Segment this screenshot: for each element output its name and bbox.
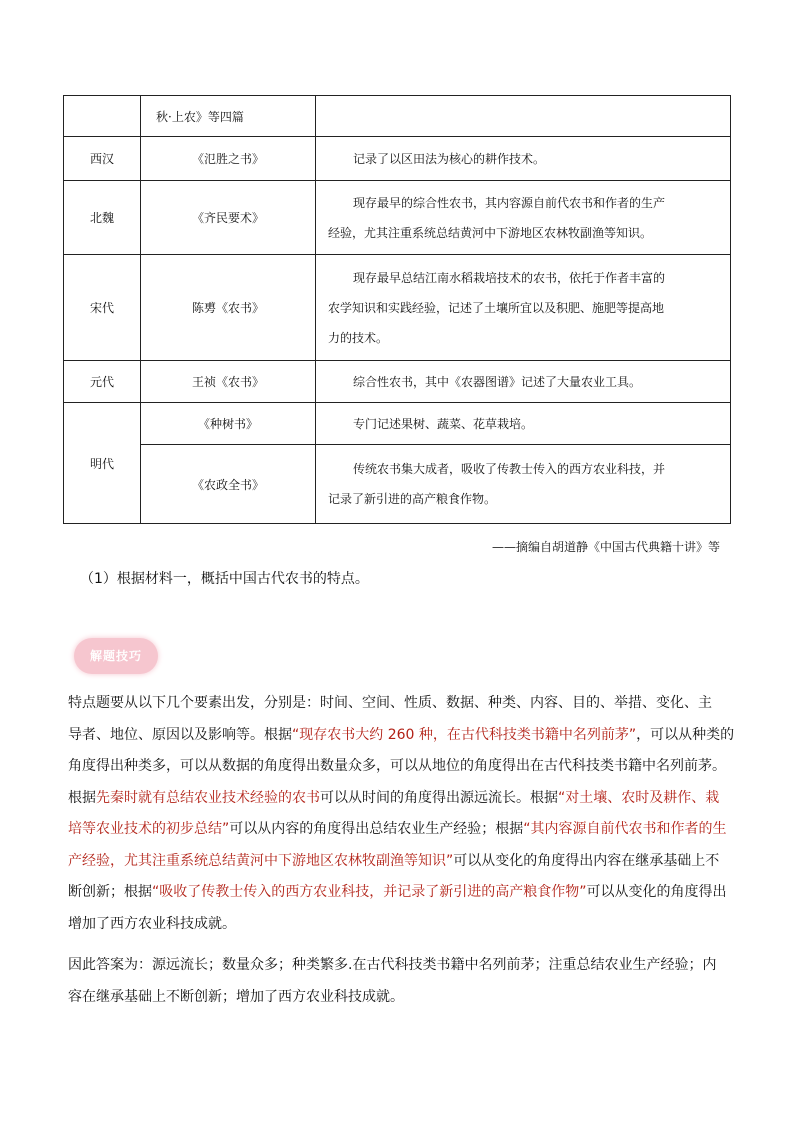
source-citation: ——摘编自胡道静《中国古代典籍十讲》等 bbox=[491, 540, 720, 554]
analysis-line bbox=[68, 909, 730, 941]
text-run: 可以从时间的角度得出源远流长。根据 bbox=[320, 789, 558, 806]
book-title-cell: 秋·上农》等四篇 bbox=[141, 96, 316, 137]
text-run: 增加了西方农业科技成就。 bbox=[68, 915, 236, 932]
badge-label: 解题技巧 bbox=[89, 649, 142, 663]
analysis-line bbox=[68, 783, 730, 815]
analysis-line bbox=[68, 846, 730, 878]
description-cell bbox=[316, 255, 731, 361]
quoted-evidence: 培等农业技术的初步总结” bbox=[68, 821, 230, 837]
dynasty-cell: 元代 bbox=[64, 361, 141, 403]
table-row bbox=[64, 445, 731, 524]
text-run: ，可以从种类的 bbox=[636, 726, 735, 743]
dynasty-cell: 宋代 bbox=[64, 255, 141, 361]
description-line: 农学知识和实践经验，记述了土壤所宜以及积肥、施肥等提高地 bbox=[328, 300, 665, 315]
quoted-evidence: 产经验，尤其注重系统总结黄河中下游地区农林牧副渔等知识” bbox=[68, 852, 454, 869]
table-row bbox=[64, 181, 731, 255]
description-cell bbox=[316, 403, 731, 445]
description-cell bbox=[316, 445, 731, 524]
description-line: 现存最早总结江南水稻栽培技术的农书，依托于作者丰富的 bbox=[353, 270, 666, 285]
quoted-evidence: “吸收了传教士传入的西方农业科技，并记录了新引进的高产粮食作物” bbox=[152, 884, 587, 900]
text-run: 角度得出种类多，可以从数据的角度得出数量众多，可以从地位的角度得出在古代科技类书籍中名列前茅。 bbox=[68, 758, 726, 774]
dynasty-cell: 北魏 bbox=[64, 181, 141, 255]
quoted-evidence: “对土壤、农时及耕作、栽 bbox=[558, 789, 720, 806]
text-run: 特点题要从以下几个要素出发，分别是：时间、空间、性质、数据、种类、内容、目的、举措、变化、主 bbox=[68, 695, 712, 711]
description-line: 力的技术。 bbox=[328, 330, 389, 345]
table-row bbox=[64, 255, 731, 361]
text-run: 根据 bbox=[68, 789, 96, 806]
text-run: 导者、地位、原因以及影响等。根据 bbox=[68, 726, 292, 743]
description-cell bbox=[316, 96, 731, 137]
quoted-evidence: “现存农书大约 260 种，在古代科技类书籍中名列前茅” bbox=[292, 726, 637, 743]
analysis-line bbox=[68, 688, 730, 720]
question-text: （1）根据材料一，概括中国古代农书的特点。 bbox=[80, 571, 369, 587]
table-row bbox=[64, 361, 731, 403]
book-title-cell: 《氾胜之书》 bbox=[141, 137, 316, 181]
analysis-line bbox=[68, 751, 730, 783]
text-run: 断创新；根据 bbox=[68, 884, 152, 900]
description-line: 记录了新引进的高产粮食作物。 bbox=[328, 492, 497, 506]
dynasty-cell: 明代 bbox=[64, 403, 141, 524]
answer-line: 因此答案为：源远流长；数量众多；种类繁多.在古代科技类书籍中名列前茅；注重总结农业生产经验；内 bbox=[68, 957, 717, 973]
book-title-cell: 《齐民要术》 bbox=[141, 181, 316, 255]
text-run: 可以从变化的角度得出内容在继承基础上不 bbox=[453, 852, 720, 869]
description-line: 专门记述果树、蔬菜、花草栽培。 bbox=[353, 416, 534, 431]
dynasty-cell bbox=[64, 96, 141, 137]
description-cell bbox=[316, 181, 731, 255]
book-title-cell: 王祯《农书》 bbox=[141, 361, 316, 403]
description-cell bbox=[316, 361, 731, 403]
description-line: 现存最早的综合性农书，其内容源自前代农书和作者的生产 bbox=[353, 195, 666, 210]
book-title-cell: 陈旉《农书》 bbox=[141, 255, 316, 361]
analysis-line bbox=[68, 877, 730, 909]
description-line: 传统农书集大成者，吸收了传教士传入的西方农业科技，并 bbox=[353, 462, 666, 476]
analysis-line bbox=[68, 814, 730, 846]
dynasty-cell: 西汉 bbox=[64, 137, 141, 181]
quoted-evidence: 先秦时就有总结农业技术经验的农书 bbox=[96, 789, 320, 806]
table-row bbox=[64, 137, 731, 181]
book-title-cell: 《种树书》 bbox=[141, 403, 316, 445]
description-cell bbox=[316, 137, 731, 181]
description-line: 记录了以区田法为核心的耕作技术。 bbox=[353, 151, 546, 166]
solution-tips-badge bbox=[74, 638, 158, 674]
answer-paragraph bbox=[68, 950, 730, 1013]
text-run: 可以从内容的角度得出总结农业生产经验；根据 bbox=[229, 821, 524, 837]
book-title-cell: 《农政全书》 bbox=[141, 445, 316, 524]
description-line: 综合性农书，其中《农器图谱》记述了大量农业工具。 bbox=[353, 374, 642, 389]
analysis-paragraph bbox=[68, 688, 735, 940]
table-row bbox=[64, 403, 731, 445]
quoted-evidence: “其内容源自前代农书和作者的生 bbox=[523, 821, 727, 837]
description-line: 经验，尤其注重系统总结黄河中下游地区农林牧副渔等知识。 bbox=[328, 225, 653, 240]
analysis-line bbox=[68, 720, 735, 752]
table-row bbox=[64, 96, 731, 137]
agricultural-books-table bbox=[63, 95, 731, 524]
text-run: 可以从变化的角度得出 bbox=[586, 884, 727, 900]
answer-line: 容在继承基础上不断创新；增加了西方农业科技成就。 bbox=[68, 988, 404, 1005]
